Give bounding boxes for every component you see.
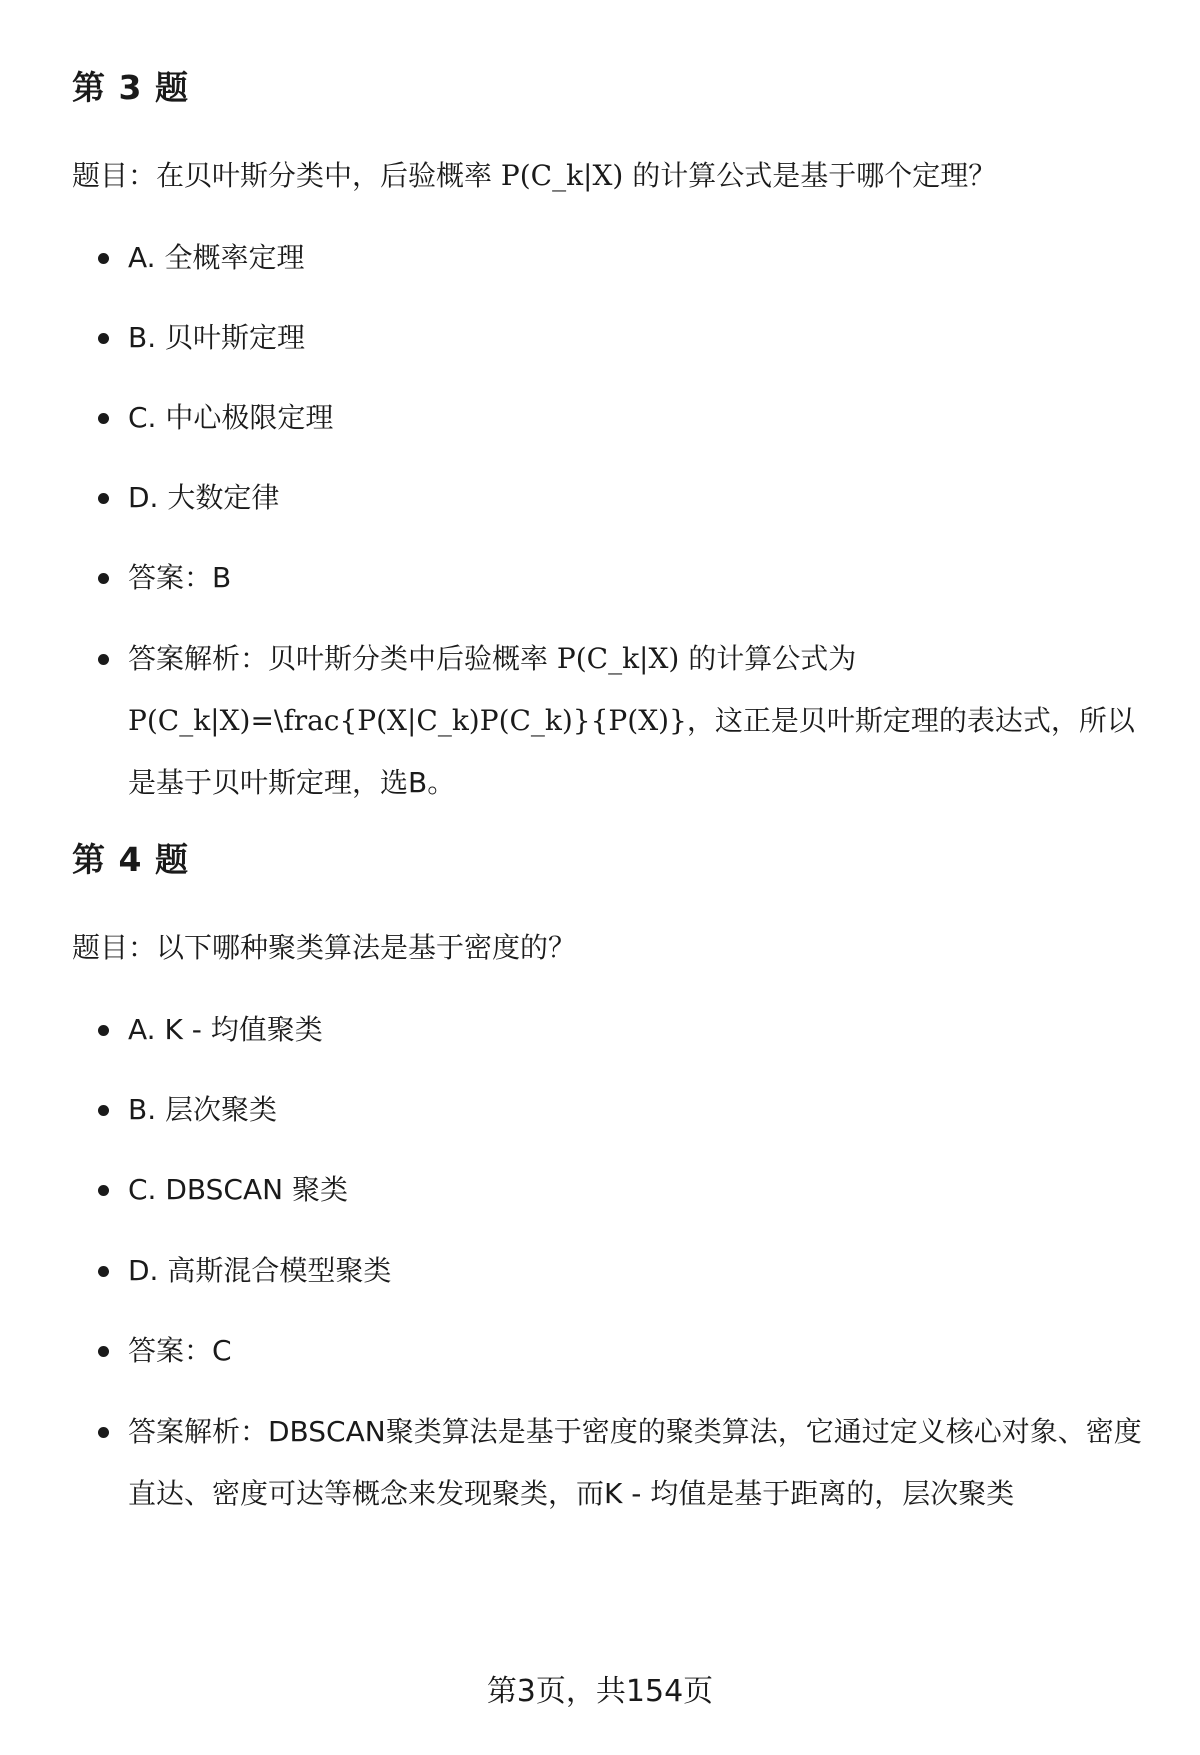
bullet-icon bbox=[98, 1346, 109, 1357]
bullet-icon bbox=[98, 1266, 109, 1277]
explanation-text: 答案解析：DBSCAN聚类算法是基于密度的聚类算法，它通过定义核心对象、密度直达、密度可达等概念来发现聚类，而K - 均值是基于距离的，层次聚类 bbox=[128, 1415, 1142, 1510]
bullet-icon bbox=[98, 654, 109, 665]
question-4-heading: 第 4 题 bbox=[72, 840, 189, 879]
bullet-icon bbox=[98, 1105, 109, 1116]
option-label: C. 中心极限定理 bbox=[128, 401, 334, 434]
option-label: D. 高斯混合模型聚类 bbox=[128, 1254, 392, 1287]
question-3-option-d bbox=[72, 478, 1198, 518]
bullet-icon bbox=[98, 413, 109, 424]
explanation-math-2: P(C_k|X)=\frac{P(X|C_k)P(C_k)}{P(X)} bbox=[128, 704, 687, 737]
bullet-icon bbox=[98, 573, 109, 584]
page-footer: 第3页，共154页 bbox=[486, 1674, 714, 1709]
question-3-text bbox=[72, 156, 1142, 196]
question-4-explanation bbox=[72, 1401, 1142, 1525]
answer-label: 答案：B bbox=[128, 561, 232, 594]
question-4-answer bbox=[72, 1331, 1198, 1371]
option-label: A. K - 均值聚类 bbox=[128, 1013, 323, 1046]
bullet-icon bbox=[98, 1427, 109, 1438]
explanation-suffix: ，这正是贝叶斯定理的表达式，所以是基于贝叶斯定理，选B。 bbox=[128, 704, 1135, 799]
question-3-option-c bbox=[72, 398, 1198, 438]
answer-label: 答案：C bbox=[128, 1334, 232, 1367]
bullet-icon bbox=[98, 1185, 109, 1196]
option-label: C. DBSCAN 聚类 bbox=[128, 1173, 348, 1206]
question-4-text: 题目：以下哪种聚类算法是基于密度的？ bbox=[72, 931, 577, 964]
question-3-answer bbox=[72, 558, 1198, 598]
question-3-suffix: 的计算公式是基于哪个定理？ bbox=[623, 159, 997, 192]
option-label: D. 大数定律 bbox=[128, 481, 280, 514]
question-3-math: P(C_k|X) bbox=[500, 159, 624, 192]
question-3-option-b bbox=[72, 318, 1198, 358]
option-label: B. 层次聚类 bbox=[128, 1093, 278, 1126]
question-4-option-c bbox=[72, 1170, 1198, 1210]
question-4-option-b bbox=[72, 1090, 1198, 1130]
question-3-prefix: 题目：在贝叶斯分类中，后验概率 bbox=[72, 159, 501, 192]
question-4-option-d bbox=[72, 1251, 1198, 1291]
bullet-icon bbox=[98, 253, 109, 264]
bullet-icon bbox=[98, 1025, 109, 1036]
explanation-mid: 的计算公式为 bbox=[679, 642, 857, 675]
question-3-option-a bbox=[72, 238, 1198, 278]
explanation-math-1: P(C_k|X) bbox=[556, 642, 680, 675]
option-label: B. 贝叶斯定理 bbox=[128, 321, 306, 354]
bullet-icon bbox=[98, 333, 109, 344]
question-4-option-a bbox=[72, 1010, 1198, 1050]
question-3-explanation bbox=[72, 628, 1142, 814]
option-label: A. 全概率定理 bbox=[128, 241, 305, 274]
explanation-prefix: 答案解析：贝叶斯分类中后验概率 bbox=[128, 642, 557, 675]
question-3-heading: 第 3 题 bbox=[72, 68, 189, 107]
bullet-icon bbox=[98, 493, 109, 504]
